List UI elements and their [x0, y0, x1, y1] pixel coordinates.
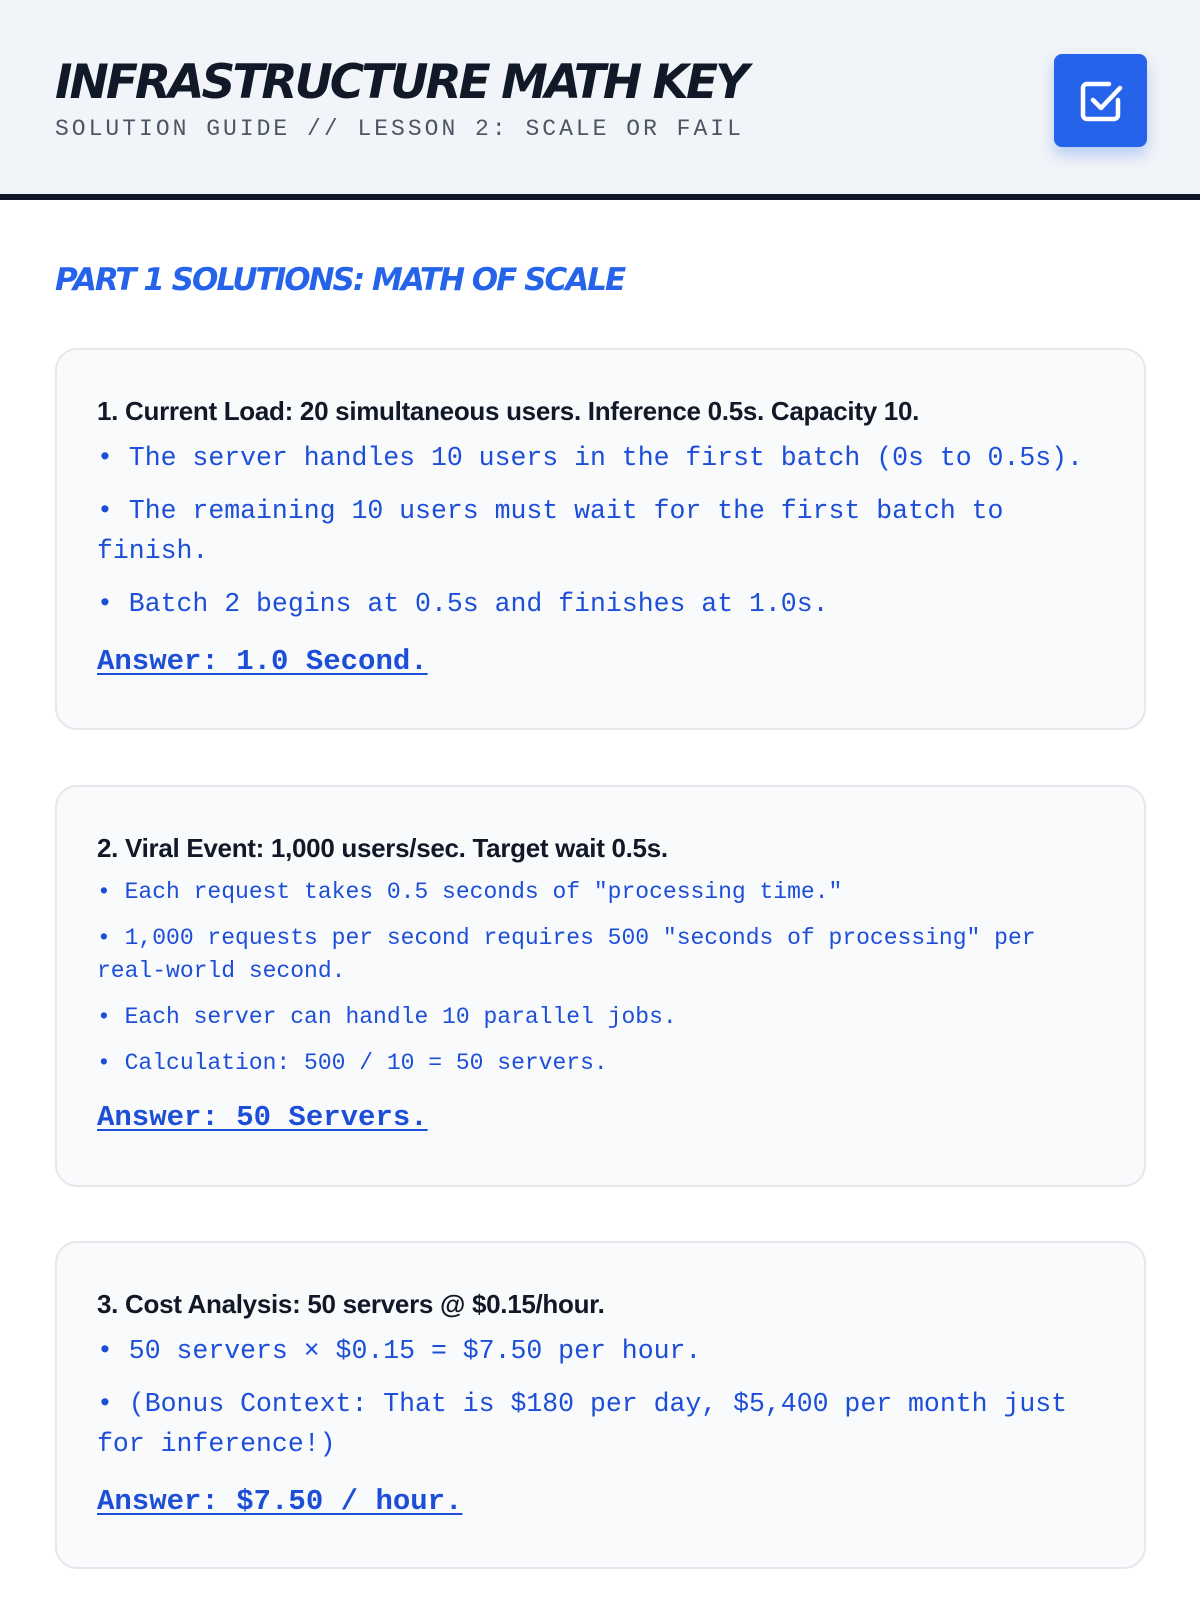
solution-step: • The server handles 10 users in the first batch (0s to 0.5s). — [97, 443, 1083, 473]
solution-steps — [97, 876, 1104, 1080]
check-badge — [1054, 54, 1147, 147]
section-title: PART 1 SOLUTIONS: MATH OF SCALE — [55, 262, 625, 298]
solution-step: • Calculation: 500 / 10 = 50 servers. — [97, 1050, 608, 1076]
solution-step: • 1,000 requests per second requires 500 "seconds of processing" per real-world second. — [97, 925, 1036, 984]
solution-steps — [97, 438, 1104, 624]
question-title: 3. Cost Analysis: 50 servers @ $0.15/hour. — [97, 1289, 605, 1319]
solution-step: • (Bonus Context: That is $180 per day, $5,400 per month just for inference!) — [97, 1389, 1068, 1459]
solution-step: • Batch 2 begins at 0.5s and finishes at 1.0s. — [97, 589, 829, 619]
solution-card-3 — [55, 1241, 1146, 1569]
solution-steps — [97, 1331, 1104, 1464]
solution-step: • Each server can handle 10 parallel jobs. — [97, 1004, 677, 1030]
answer-text: Answer: 1.0 Second. — [97, 645, 428, 678]
answer-text: Answer: $7.50 / hour. — [97, 1485, 463, 1518]
page-title: INFRASTRUCTURE MATH KEY — [55, 55, 747, 110]
solution-card-1 — [55, 348, 1146, 730]
checkbox-check-icon — [1076, 76, 1126, 126]
solution-step: • Each request takes 0.5 seconds of "processing time." — [97, 879, 843, 905]
page-subtitle: SOLUTION GUIDE // LESSON 2: SCALE OR FAIL — [55, 116, 744, 142]
question-title: 1. Current Load: 20 simultaneous users. Inference 0.5s. Capacity 10. — [97, 396, 920, 426]
question-title: 2. Viral Event: 1,000 users/sec. Target wait 0.5s. — [97, 833, 668, 863]
solution-step: • 50 servers × $0.15 = $7.50 per hour. — [97, 1336, 702, 1366]
solution-card-2 — [55, 785, 1146, 1187]
page-header — [0, 0, 1200, 200]
answer-text: Answer: 50 Servers. — [97, 1101, 428, 1134]
solution-step: • The remaining 10 users must wait for the first batch to finish. — [97, 496, 1004, 566]
